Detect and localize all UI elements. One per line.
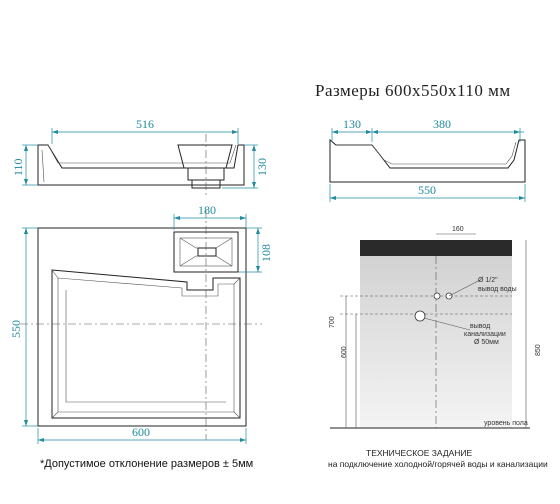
dim-160: 160 (452, 226, 464, 233)
dim-180: 180 (198, 203, 216, 217)
install-caption-title: ТЕХНИЧЕСКОЕ ЗАДАНИЕ (366, 448, 473, 458)
drain-label-1: вывод (470, 323, 491, 330)
side-view (11, 117, 269, 198)
dim-108: 108 (259, 244, 273, 262)
drawing-title: Размеры 600x550x110 мм (315, 81, 511, 100)
dim-130-front: 130 (343, 117, 361, 131)
dim-850: 850 (535, 344, 542, 356)
water-label-size: Ø 1/2" (478, 277, 498, 284)
dim-130-side: 130 (255, 158, 269, 176)
floor-label: уровень пола (484, 420, 528, 427)
water-label-text: вывод воды (478, 286, 517, 293)
drain-label-3: Ø 50мм (474, 339, 499, 346)
dim-110: 110 (11, 158, 25, 176)
dim-600-top: 600 (132, 425, 150, 439)
install-caption-text: на подключение холодной/горячей воды и канализации (328, 459, 548, 469)
install-scheme (328, 226, 548, 469)
front-view (330, 117, 525, 202)
dim-380: 380 (433, 117, 451, 131)
dim-516: 516 (136, 117, 154, 131)
dim-600-install: 600 (341, 346, 348, 358)
top-view (9, 203, 273, 444)
dim-700: 700 (329, 316, 336, 328)
drain-label-2: канализации (464, 331, 506, 338)
dim-550-top: 550 (9, 320, 23, 338)
dim-550-front: 550 (418, 183, 436, 197)
tolerance-note: *Допустимое отклонение размеров ± 5мм (40, 458, 254, 470)
